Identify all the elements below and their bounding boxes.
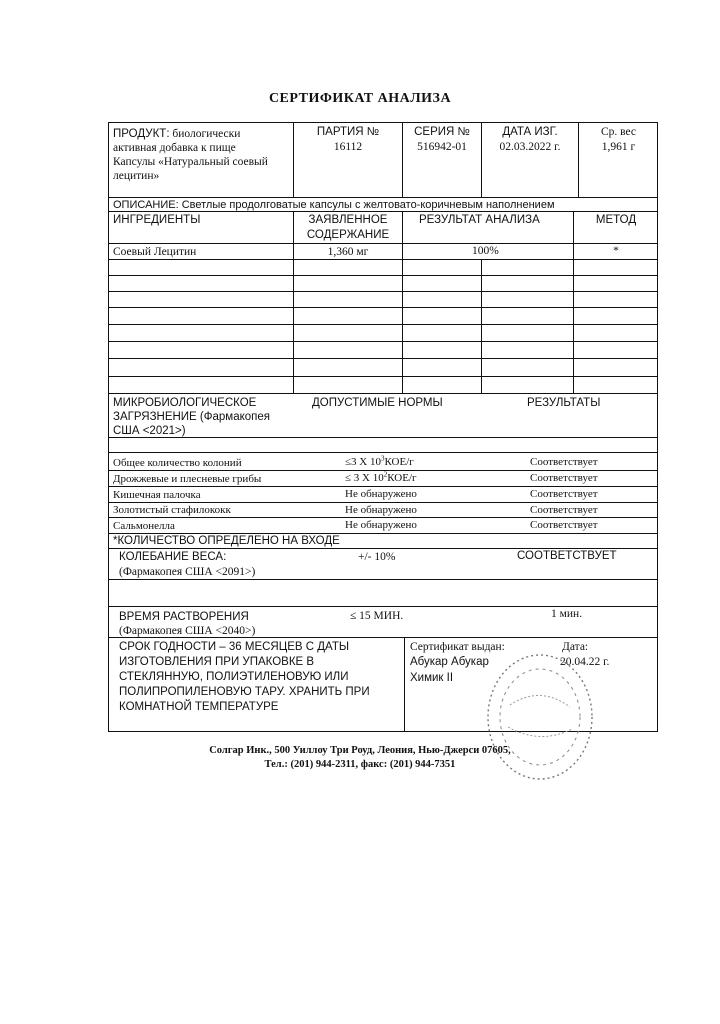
rule-ingr-bottom (108, 393, 658, 394)
rule-ingr-row2 (108, 275, 658, 276)
rule-ingr-row8 (108, 376, 658, 377)
weight-var-ref: (Фармакопея США <2091>) (119, 566, 256, 578)
micro-row-4-norm: Не обнаружено (345, 504, 417, 516)
product-label: ПРОДУКТ: биологически (113, 128, 241, 140)
vrule-footer (404, 637, 405, 732)
series-label: СЕРИЯ № (414, 126, 470, 138)
vrule-ingr-3 (481, 259, 482, 393)
micro-col-norms: ДОПУСТИМЫЕ НОРМЫ (312, 397, 443, 409)
rule-ingr-row7 (108, 358, 658, 359)
weight-var-label: КОЛЕБАНИЕ ВЕСА: (119, 551, 227, 563)
issued-date-value: 20.04.22 г. (560, 656, 610, 668)
weight-var-result: СООТВЕТСТВУЕТ (517, 550, 617, 562)
micro-row-3-name: Кишечная палочка (113, 489, 201, 501)
micro-row-2-name: Дрожжевые и плесневые грибы (113, 473, 262, 485)
col-declared-1: ЗАЯВЛЕННОЕ (308, 214, 388, 226)
shelf-life-5: КОМНАТНОЙ ТЕМПЕРАТУРЕ (119, 701, 279, 713)
rule-ingr-row4 (108, 307, 658, 308)
micro-col-results: РЕЗУЛЬТАТЫ (527, 397, 601, 409)
issued-date-label: Дата: (562, 641, 589, 653)
rule-micro-spacer (108, 452, 658, 453)
dissolution-label: ВРЕМЯ РАСТВОРЕНИЯ (119, 611, 249, 623)
shelf-life-3: СТЕКЛЯННУЮ, ПОЛИЭТИЛЕНОВУЮ ИЛИ (119, 671, 349, 683)
col-ingredients: ИНГРЕДИЕНТЫ (113, 214, 201, 226)
weight-label: Ср. вес (600, 126, 637, 138)
micro-row-5-result: Соответствует (530, 519, 598, 531)
micro-row-1-norm: ≤3 X $10^3КОЕ/г$ (345, 454, 414, 468)
dissolution-norm: ≤ 15 МИН. (350, 610, 404, 622)
dissolution-ref: (Фармакопея США <2040>) (119, 625, 256, 637)
micro-row-4-result: Соответствует (530, 504, 598, 516)
micro-row-5-norm: Не обнаружено (345, 519, 417, 531)
issued-label: Сертификат выдан: (410, 641, 505, 653)
issued-position: Химик II (410, 672, 454, 684)
issued-name: Абукар Абукар (410, 656, 489, 668)
vrule-ingr-2 (402, 211, 403, 393)
col-result: РЕЗУЛЬТАТ АНАЛИЗА (419, 214, 540, 226)
ingredient-name: Соевый Лецитин (113, 246, 197, 258)
micro-row-3-result: Соответствует (530, 488, 598, 500)
batch-value: 16112 (333, 141, 363, 153)
col-declared-2: СОДЕРЖАНИЕ (306, 229, 390, 241)
vrule-ingr-4 (573, 211, 574, 393)
ingredient-result: 100% (472, 245, 499, 257)
shelf-life-4: ПОЛИПРОПИЛЕНОВУЮ ТАРУ. ХРАНИТЬ ПРИ (119, 686, 370, 698)
product-line-3: Капсулы «Натуральный соевый (113, 156, 268, 168)
rule-weight-bottom (108, 579, 658, 580)
micro-row-1-name: Общее количество колоний (113, 457, 242, 469)
rule-ingr-row1 (108, 259, 658, 260)
batch-label: ПАРТИЯ № (316, 126, 380, 138)
rule-micro-header (108, 437, 658, 438)
shelf-life-2: ИЗГОТОВЛЕНИЯ ПРИ УПАКОВКЕ В (119, 656, 315, 668)
description: ОПИСАНИЕ: Светлые продолговатые капсулы с желтовато-коричневым наполнением (113, 199, 555, 211)
series-value: 516942-01 (417, 141, 467, 153)
document-title: СЕРТИФИКАТ АНАЛИЗА (268, 91, 452, 106)
rule-ingr-row6 (108, 341, 658, 342)
micro-row-4-name: Золотистый стафилококк (113, 504, 231, 516)
ingredient-method: * (613, 245, 619, 257)
micro-row-3-norm: Не обнаружено (345, 488, 417, 500)
footer-phone: Тел.: (201) 944-2311, факс: (201) 944-7351 (264, 759, 456, 770)
weight-value: 1,961 г (601, 141, 636, 153)
date-label: ДАТА ИЗГ. (502, 126, 558, 138)
ingredient-declared: 1,360 мг (327, 246, 369, 258)
micro-row-2-norm: ≤ 3 X $10^2КОЕ/г$ (345, 470, 417, 484)
date-value: 02.03.2022 г. (499, 141, 561, 153)
product-line-2: активная добавка к пище (113, 142, 236, 154)
method-note: *КОЛИЧЕСТВО ОПРЕДЕЛЕНО НА ВХОДЕ (113, 535, 340, 547)
col-method: МЕТОД (595, 214, 637, 226)
weight-var-norm: +/- 10% (358, 551, 396, 563)
footer-address: Солгар Инк., 500 Уиллоу Три Роуд, Леония, Нью-Джерси 07605, (209, 745, 511, 756)
micro-title-1: МИКРОБИОЛОГИЧЕСКОЕ (113, 397, 257, 409)
dissolution-result: 1 мин. (551, 608, 583, 620)
micro-row-1-result: Соответствует (530, 456, 598, 468)
micro-title-3: США <2021>) (113, 425, 186, 437)
micro-title-2: ЗАГРЯЗНЕНИЕ (Фармакопея (113, 411, 270, 423)
rule-ingr-row5 (108, 324, 658, 325)
product-line-4: лецитин» (113, 170, 160, 182)
rule-ingr-row3 (108, 291, 658, 292)
seal-lines (508, 695, 572, 736)
shelf-life-1: СРОК ГОДНОСТИ – 36 МЕСЯЦЕВ С ДАТЫ (119, 641, 350, 653)
micro-row-2-result: Соответствует (530, 472, 598, 484)
micro-row-5-name: Сальмонелла (113, 520, 175, 532)
